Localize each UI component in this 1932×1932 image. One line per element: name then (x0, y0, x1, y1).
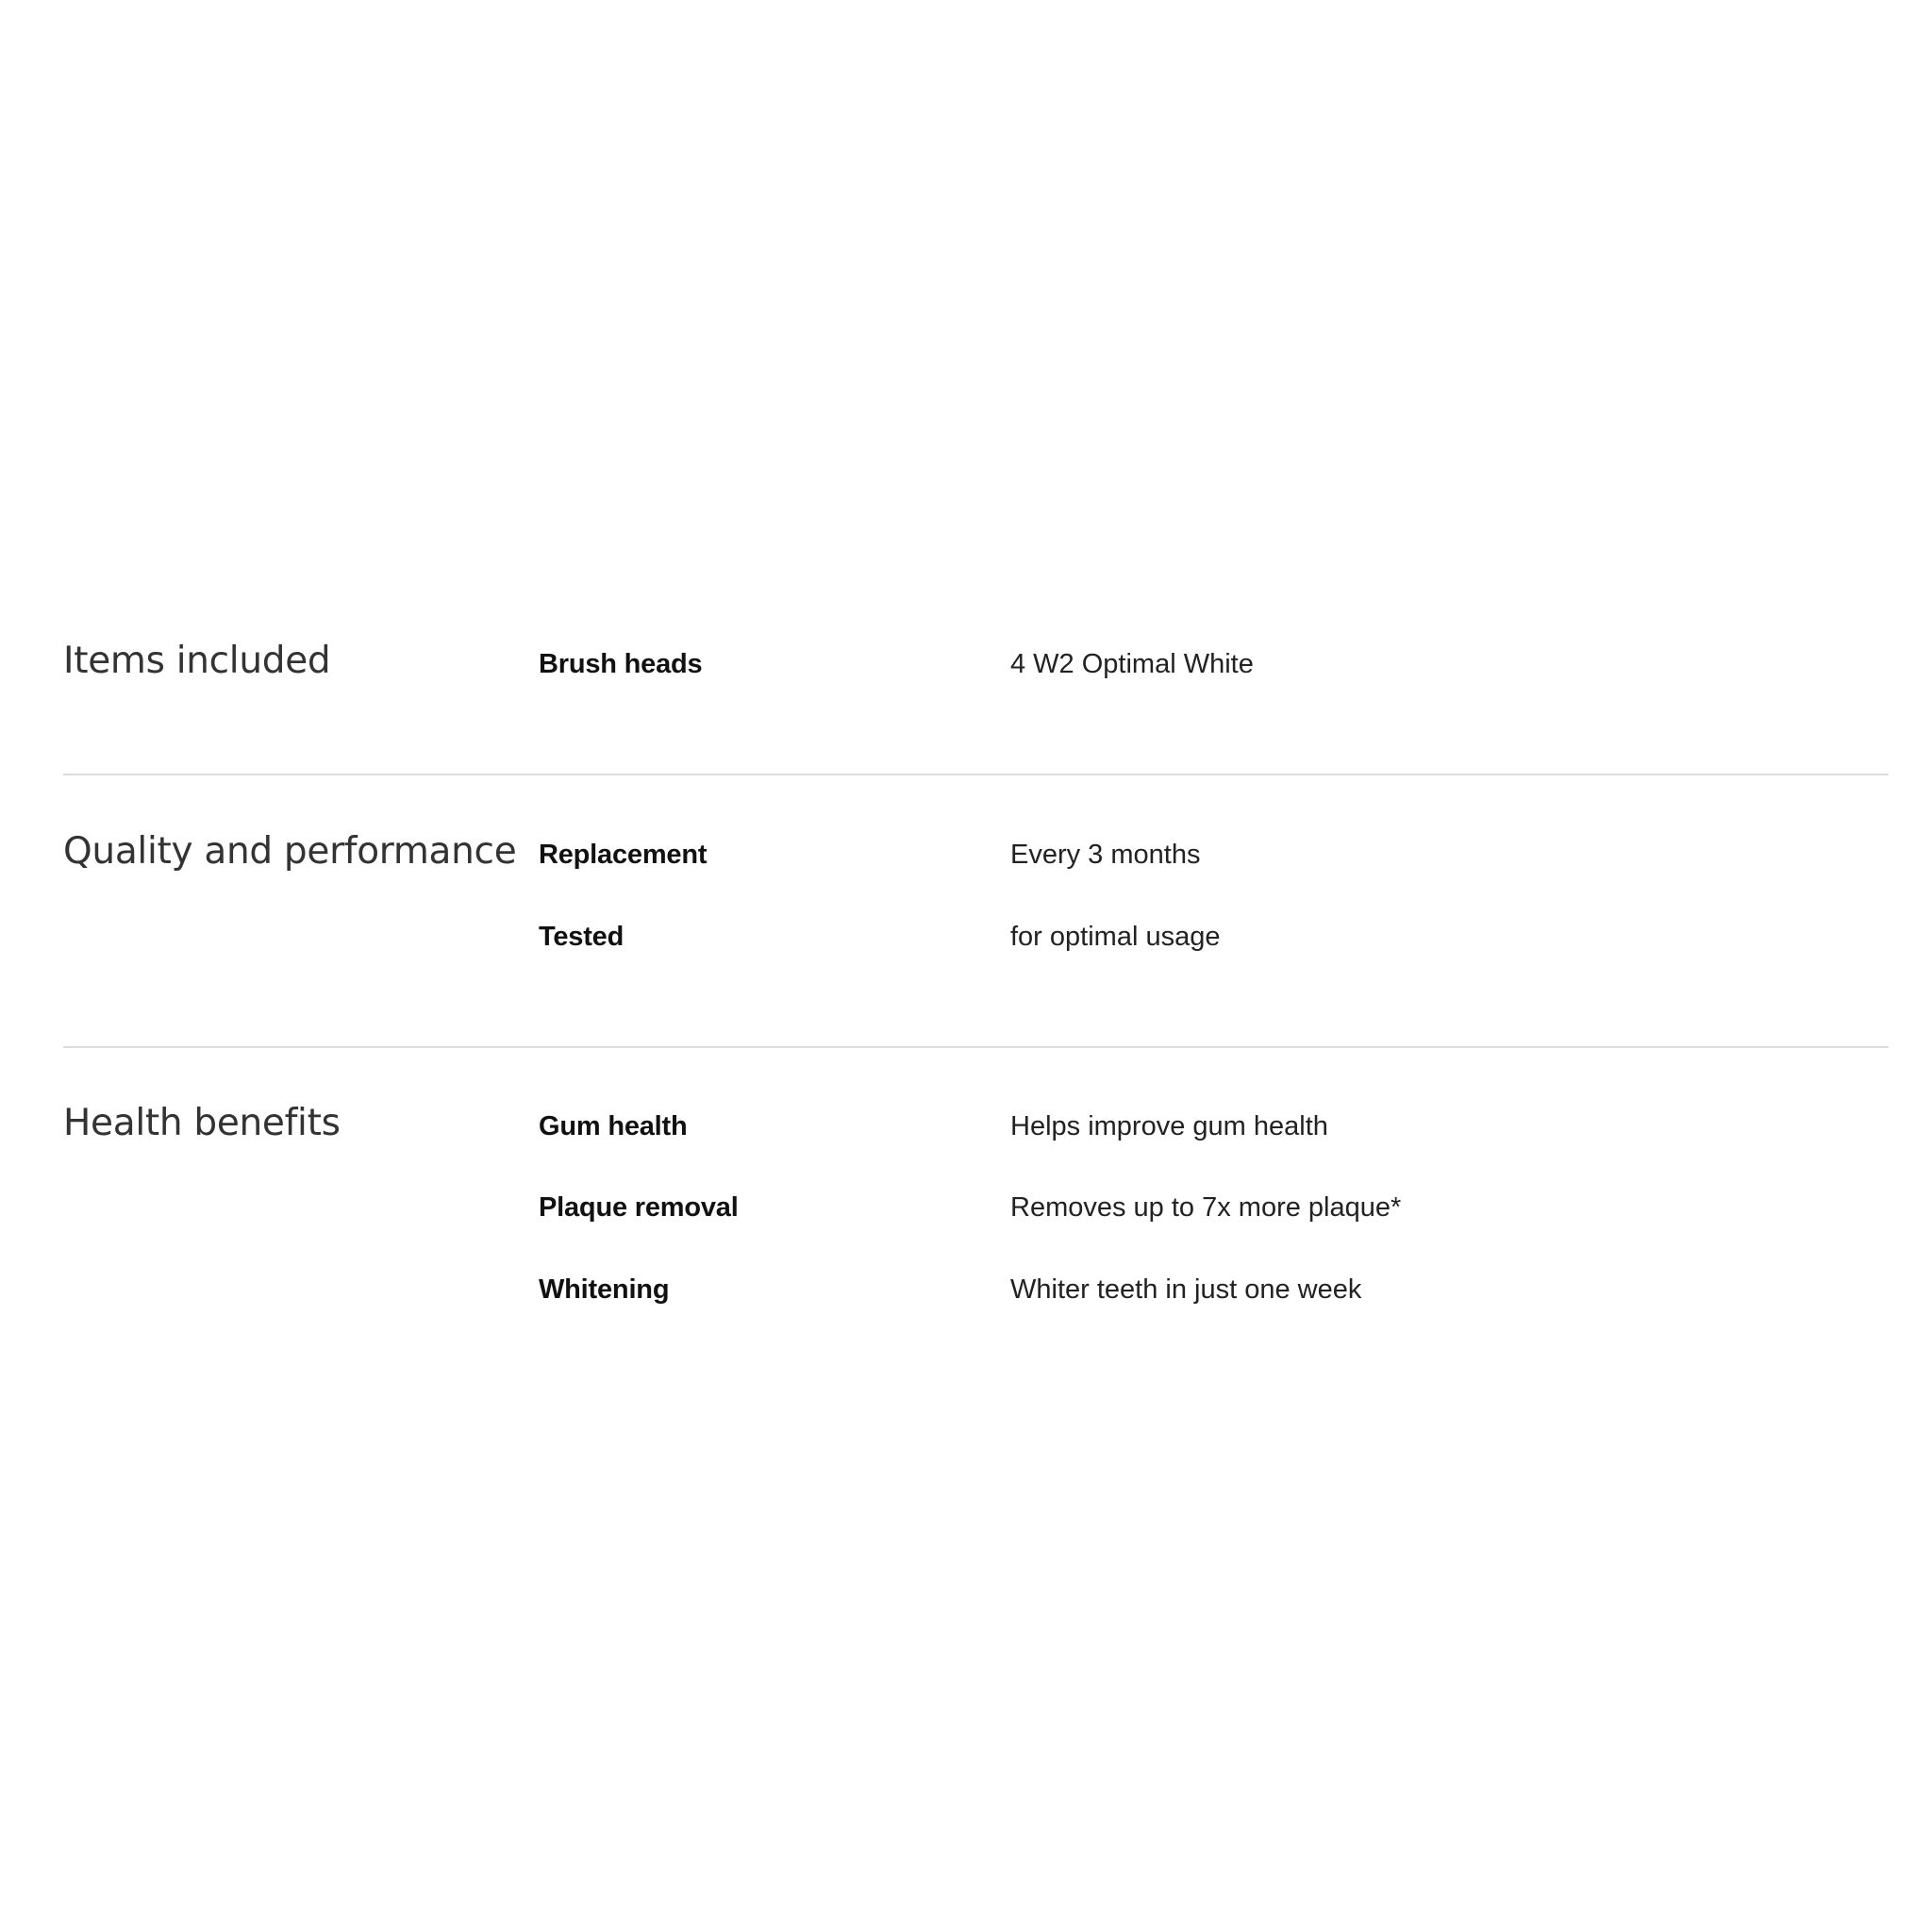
section-divider (63, 774, 1889, 775)
spec-label: Tested (539, 922, 625, 952)
spec-row (63, 1192, 1889, 1230)
spec-row (63, 1274, 1889, 1312)
spec-row (63, 649, 1889, 687)
section-title: Items included (63, 640, 331, 682)
spec-value: Whiter teeth in just one week (1010, 1274, 1362, 1305)
spec-value: for optimal usage (1010, 922, 1221, 952)
spec-label: Replacement (539, 840, 708, 870)
section-title: Quality and performance (63, 830, 517, 873)
spec-row (63, 922, 1889, 959)
spec-value: Every 3 months (1010, 840, 1201, 870)
spec-label: Brush heads (539, 649, 703, 679)
spec-value: Removes up to 7x more plaque* (1010, 1192, 1402, 1223)
section-divider (63, 1046, 1889, 1048)
spec-value: 4 W2 Optimal White (1010, 649, 1254, 679)
spec-label: Whitening (539, 1274, 670, 1305)
spec-value: Helps improve gum health (1010, 1111, 1328, 1141)
section-title: Health benefits (63, 1102, 341, 1144)
spec-label: Gum health (539, 1111, 688, 1141)
spec-row (63, 1111, 1889, 1149)
spec-label: Plaque removal (539, 1192, 739, 1223)
spec-row (63, 840, 1889, 877)
